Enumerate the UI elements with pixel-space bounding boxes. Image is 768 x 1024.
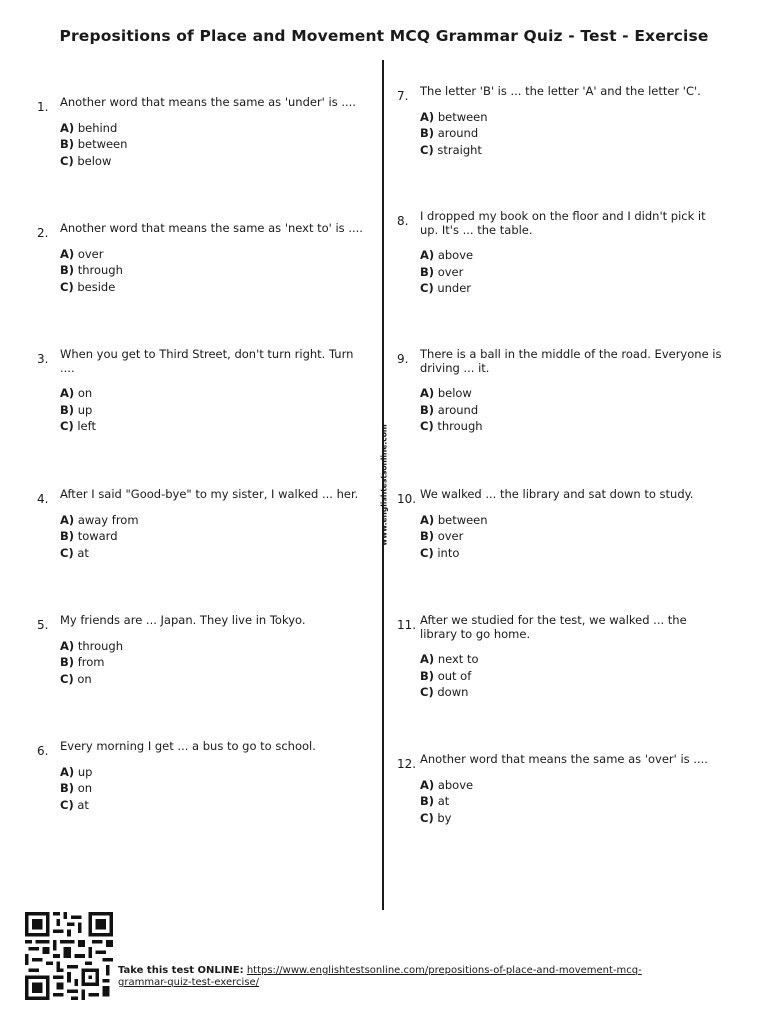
options-list [397, 512, 727, 562]
option-c[interactable]: C) beside [60, 279, 116, 294]
options-list [37, 764, 367, 814]
option-b[interactable]: B) on [60, 781, 93, 795]
option-a[interactable]: A) over [60, 246, 104, 261]
option-c[interactable]: C) at [60, 545, 89, 560]
question-12 [397, 753, 727, 826]
test-online-link[interactable]: https://www.englishtestsonline.com/prepositions-of-place-and-movement-mcq-grammar-quiz-test-exercise/ [118, 965, 642, 988]
question-text: After we studied for the test, we walked ... the library to go home. [420, 613, 687, 641]
question-number: 4. [37, 492, 49, 506]
option-b[interactable]: B) out of [420, 668, 472, 683]
option-a[interactable]: A) between [420, 109, 488, 124]
question-10 [397, 488, 727, 561]
question-text: Another word that means the same as 'over' is .... [420, 752, 708, 766]
question-number: 12. [397, 757, 417, 771]
option-b[interactable]: B) at [420, 794, 450, 808]
option-c[interactable]: C) left [60, 419, 96, 433]
question-number: 9. [397, 352, 409, 366]
question-text: Another word that means the same as 'under' is .... [60, 95, 356, 109]
question-3 [37, 348, 367, 435]
question-11 [397, 614, 727, 701]
options-list [397, 777, 727, 827]
option-c[interactable]: C) at [60, 797, 89, 812]
question-number: 1. [37, 100, 49, 114]
qr-code-icon[interactable] [25, 912, 113, 1000]
question-9 [397, 348, 727, 435]
question-4 [37, 488, 367, 561]
option-b[interactable]: B) through [60, 263, 123, 277]
question-number: 7. [397, 89, 409, 103]
option-b[interactable]: B) around [420, 126, 479, 140]
option-c[interactable]: C) below [60, 153, 112, 168]
options-list [37, 385, 367, 435]
option-c[interactable]: C) into [420, 545, 460, 560]
question-1 [37, 96, 367, 169]
option-a[interactable]: A) next to [420, 652, 479, 666]
page-title: Prepositions of Place and Movement MCQ Grammar Quiz - Test - Exercise [59, 27, 709, 45]
footer-online-link-block [118, 965, 678, 989]
option-b[interactable]: B) from [60, 655, 105, 669]
question-text: When you get to Third Street, don't turn right. Turn .... [60, 347, 354, 375]
question-text: After I said "Good-bye" to my sister, I walked ... her. [60, 487, 359, 501]
question-number: 3. [37, 352, 49, 366]
question-6 [37, 740, 367, 813]
question-text: There is a ball in the middle of the road. Everyone is driving ... it. [420, 347, 722, 375]
option-c[interactable]: C) down [420, 685, 469, 699]
question-7 [397, 85, 727, 158]
question-text: I dropped my book on the floor and I didn't pick it up. It's ... the table. [420, 209, 706, 237]
question-text: My friends are ... Japan. They live in Tokyo. [60, 613, 306, 627]
question-5 [37, 614, 367, 687]
option-b[interactable]: B) around [420, 402, 479, 417]
options-list [37, 512, 367, 562]
site-watermark-vertical: www.englishtestsonline.com [379, 424, 389, 546]
question-number: 5. [37, 618, 49, 632]
option-a[interactable]: A) above [420, 248, 474, 262]
options-list [397, 651, 727, 701]
options-list [397, 247, 727, 297]
question-text: Every morning I get ... a bus to go to school. [60, 739, 316, 753]
option-b[interactable]: B) toward [60, 529, 118, 543]
option-a[interactable]: A) above [420, 777, 474, 792]
option-b[interactable]: B) between [60, 137, 128, 151]
option-b[interactable]: B) over [420, 529, 464, 543]
options-list [397, 109, 727, 159]
option-b[interactable]: B) over [420, 264, 464, 279]
option-c[interactable]: C) straight [420, 142, 482, 157]
question-number: 8. [397, 214, 409, 228]
option-c[interactable]: C) on [60, 671, 92, 686]
option-a[interactable]: A) up [60, 764, 93, 779]
question-number: 2. [37, 226, 49, 240]
option-c[interactable]: C) by [420, 810, 452, 825]
option-a[interactable]: A) behind [60, 120, 118, 135]
options-list [37, 246, 367, 296]
question-text: We walked ... the library and sat down to study. [420, 487, 694, 501]
option-a[interactable]: A) between [420, 512, 488, 527]
option-a[interactable]: A) on [60, 386, 93, 400]
question-2 [37, 222, 367, 295]
option-c[interactable]: C) under [420, 281, 472, 295]
options-list [397, 385, 727, 435]
question-8 [397, 210, 727, 297]
question-number: 10. [397, 492, 417, 506]
question-number: 6. [37, 744, 49, 758]
option-a[interactable]: A) away from [60, 512, 139, 527]
option-c[interactable]: C) through [420, 419, 483, 433]
question-text: Another word that means the same as 'next to' is .... [60, 221, 363, 235]
option-a[interactable]: A) through [60, 638, 123, 653]
option-b[interactable]: B) up [60, 402, 93, 417]
options-list [37, 638, 367, 688]
question-text: The letter 'B' is ... the letter 'A' and the letter 'C'. [420, 84, 701, 98]
footer-label: Take this test ONLINE: [118, 965, 244, 976]
options-list [37, 120, 367, 170]
question-number: 11. [397, 618, 417, 632]
option-a[interactable]: A) below [420, 386, 472, 400]
